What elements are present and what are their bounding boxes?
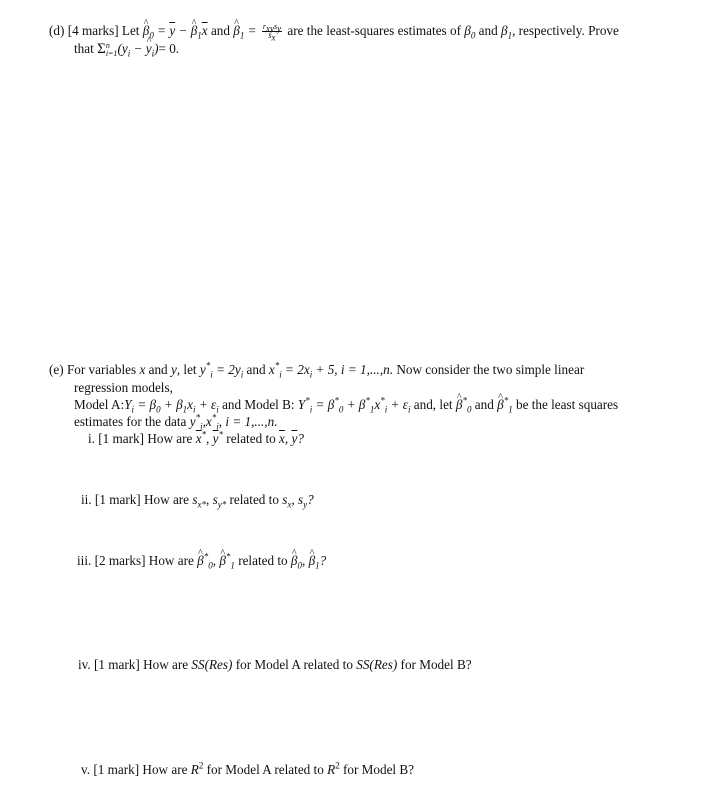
part-d-and-2: and [478, 23, 498, 38]
part-d-line-1 [49, 22, 619, 44]
part-d-that: that [74, 41, 94, 56]
part-d-marks: [4 marks] [67, 23, 119, 38]
subquestion-mid: related to [226, 431, 276, 446]
means-star: $\overline{x}^*$, $\overline{y}^*$ [195, 429, 223, 446]
ss-res-a: SS(Res) [191, 657, 233, 672]
betas-star-hat: ^ $\beta^*_0$, ^ $\beta^*_1$ [197, 553, 235, 568]
subquestion-mid: related to [238, 553, 288, 568]
r-squared-a: $R^2$ [190, 760, 204, 777]
model-b-equation: $Y^*_i = \beta^*_0 + \beta^*_1x^*_i + \varepsilon_i$ [297, 395, 411, 415]
means: $\overline{x}$, $\overline{y}$? [279, 431, 304, 446]
part-e-line-3 [74, 396, 618, 413]
part-d-are: are the least-squares estimates of [287, 23, 461, 38]
sd: $s_x$, $s_y$? [282, 492, 314, 510]
part-e-line-2 [74, 379, 173, 396]
data-expression: $y^*_i,x^*_i$, i = 1,...,n. [189, 412, 278, 432]
subquestion-marks: [1 mark] [94, 492, 141, 507]
subquestion-pre: How are [144, 492, 190, 507]
subquestion-iv [78, 656, 472, 673]
part-e-model-a: Model A: [74, 397, 125, 412]
subquestion-post: for Model B? [342, 762, 415, 777]
part-e-text-4: estimates for the data [74, 414, 187, 429]
part-d-equals-zero: = 0. [158, 41, 180, 56]
part-e-text-3d: and [474, 397, 494, 412]
var-x: x [139, 362, 146, 377]
residual-sum-expression: Σ n i=1 ($y_i$ − ^ $y_i$) [97, 41, 158, 56]
part-e-line-1 [49, 361, 584, 378]
subquestion-pre: How are [143, 657, 189, 672]
part-e-text-3c: and, let [413, 397, 453, 412]
beta1-hat-definition: ^ $\beta_1$ = $\frac{r_{xy}s_y}{s_x}$ [233, 23, 284, 38]
subquestion-pre: How are [147, 431, 193, 446]
subquestion-i [88, 430, 304, 447]
part-d-line-2 [74, 40, 179, 58]
part-e-text-1a: For variables [66, 362, 137, 377]
subquestion-post: for Model B? [400, 657, 472, 672]
subquestion-label: v. [81, 762, 91, 777]
beta0-hat-definition: ^ $\beta_0 = \overline{y}$ − ^ $\beta_1\overline{x}$ [143, 23, 208, 38]
subquestion-mid: related to [229, 492, 279, 507]
r-squared-b: $R^2$ [327, 760, 340, 777]
subquestion-iii [77, 552, 326, 569]
part-d-respectively: respectively. Prove [518, 23, 619, 38]
subquestion-label: iii. [77, 553, 92, 568]
ss-res-b: SS(Res) [356, 657, 398, 672]
part-d-and: and [210, 23, 230, 38]
subquestion-label: iv. [78, 657, 91, 672]
subquestion-marks: [1 mark] [93, 762, 140, 777]
part-e-text-1d: Now consider the two simple linear [396, 362, 585, 377]
subquestion-v [81, 761, 414, 778]
part-e-text-1c: , let [176, 362, 197, 377]
subquestion-mid: for Model A related to [206, 762, 324, 777]
part-e-text-3e: be the least squares [515, 397, 619, 412]
beta0-star-hat: ^ $\beta^*_0$ [456, 397, 472, 412]
beta1-symbol: $\beta_1$, [500, 23, 516, 41]
betas-hat: ^ $\beta_0$, ^ $\beta_1$? [291, 553, 326, 568]
part-e-line-4 [74, 413, 278, 430]
beta0-symbol: $\beta_0$ [464, 23, 476, 41]
subquestion-marks: [1 mark] [98, 431, 145, 446]
model-a-equation: $Y_i = \beta_0 + \beta_1x_i + \varepsilon_i$ [124, 397, 219, 415]
part-e-text-1b: and [148, 362, 168, 377]
transform-definitions: $y^*_i = 2y_i$ and $x^*_i = 2x_i + 5$, i = 1,...,n. [199, 360, 394, 380]
beta1-star-hat: ^ $\beta^*_1$ [497, 397, 513, 412]
subquestion-marks: [1 mark] [94, 657, 140, 672]
subquestion-marks: [2 marks] [94, 553, 146, 568]
subquestion-pre: How are [142, 762, 188, 777]
subquestion-label: i. [88, 431, 95, 446]
var-y: y [170, 362, 177, 377]
subquestion-mid: for Model A related to [235, 657, 353, 672]
part-d-label: (d) [49, 23, 65, 38]
subquestion-pre: How are [148, 553, 194, 568]
part-e-text-2: regression models, [74, 380, 173, 395]
subquestion-label: ii. [81, 492, 92, 507]
part-e-label: (e) [49, 362, 64, 377]
sd-star: $s_{x*}$, $s_{y*}$ [192, 492, 227, 510]
subquestion-ii [81, 491, 314, 508]
part-d-let: Let [121, 23, 140, 38]
part-e-model-b: and Model B: [222, 397, 295, 412]
